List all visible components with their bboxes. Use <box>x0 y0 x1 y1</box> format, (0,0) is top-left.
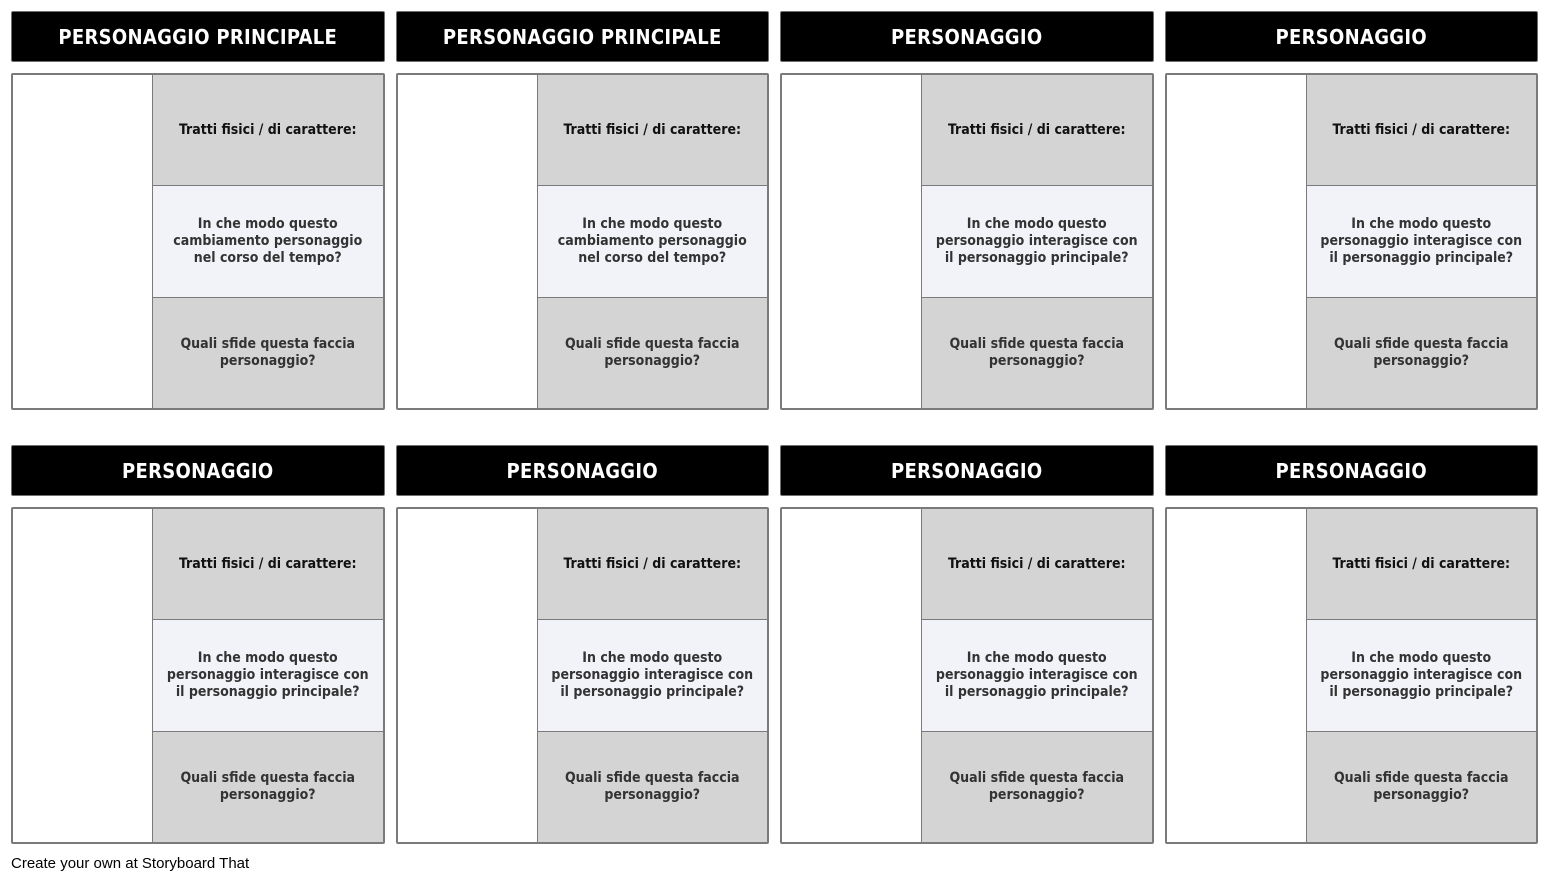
challenges-prompt[interactable]: Quali sfide questa faccia personaggio? <box>1307 731 1537 842</box>
card-body <box>396 507 770 844</box>
card-title: PERSONAGGIO <box>11 445 385 496</box>
interaction-prompt[interactable]: In che modo questo personaggio interagisce con il personaggio principale? <box>153 619 383 730</box>
character-card <box>780 11 1154 410</box>
challenges-prompt[interactable]: Quali sfide questa faccia personaggio? <box>153 297 383 408</box>
prompt-column <box>538 75 768 408</box>
prompt-column <box>1307 509 1537 842</box>
traits-prompt[interactable]: Tratti fisici / di carattere: <box>153 75 383 185</box>
card-title: PERSONAGGIO <box>780 445 1154 496</box>
character-image-cell[interactable] <box>13 75 153 408</box>
prompt-column <box>1307 75 1537 408</box>
traits-prompt[interactable]: Tratti fisici / di carattere: <box>1307 75 1537 185</box>
prompt-column <box>922 75 1152 408</box>
interaction-prompt[interactable]: In che modo questo personaggio interagisce con il personaggio principale? <box>1307 619 1537 730</box>
card-body <box>1165 73 1539 410</box>
card-body <box>396 73 770 410</box>
challenges-prompt[interactable]: Quali sfide questa faccia personaggio? <box>538 731 768 842</box>
character-card <box>396 11 770 410</box>
card-title: PERSONAGGIO PRINCIPALE <box>11 11 385 62</box>
row-1 <box>11 11 1538 410</box>
character-card <box>780 445 1154 844</box>
character-image-cell[interactable] <box>1167 75 1307 408</box>
challenges-prompt[interactable]: Quali sfide questa faccia personaggio? <box>922 297 1152 408</box>
row-2 <box>11 445 1538 844</box>
interaction-prompt[interactable]: In che modo questo personaggio interagisce con il personaggio principale? <box>922 185 1152 296</box>
traits-prompt[interactable]: Tratti fisici / di carattere: <box>538 75 768 185</box>
interaction-prompt[interactable]: In che modo questo personaggio interagisce con il personaggio principale? <box>538 619 768 730</box>
card-body <box>780 73 1154 410</box>
character-card <box>11 11 385 410</box>
change-prompt[interactable]: In che modo questo cambiamento personaggio nel corso del tempo? <box>153 185 383 296</box>
character-image-cell[interactable] <box>398 509 538 842</box>
prompt-column <box>153 509 383 842</box>
character-card <box>11 445 385 844</box>
traits-prompt[interactable]: Tratti fisici / di carattere: <box>1307 509 1537 619</box>
traits-prompt[interactable]: Tratti fisici / di carattere: <box>538 509 768 619</box>
change-prompt[interactable]: In che modo questo cambiamento personaggio nel corso del tempo? <box>538 185 768 296</box>
prompt-column <box>538 509 768 842</box>
character-card <box>1165 11 1539 410</box>
card-body <box>780 507 1154 844</box>
character-image-cell[interactable] <box>782 509 922 842</box>
challenges-prompt[interactable]: Quali sfide questa faccia personaggio? <box>922 731 1152 842</box>
traits-prompt[interactable]: Tratti fisici / di carattere: <box>922 509 1152 619</box>
character-map-grid <box>11 11 1538 844</box>
character-image-cell[interactable] <box>782 75 922 408</box>
challenges-prompt[interactable]: Quali sfide questa faccia personaggio? <box>1307 297 1537 408</box>
card-title: PERSONAGGIO <box>1165 11 1539 62</box>
prompt-column <box>922 509 1152 842</box>
character-card <box>396 445 770 844</box>
challenges-prompt[interactable]: Quali sfide questa faccia personaggio? <box>538 297 768 408</box>
card-title: PERSONAGGIO <box>396 445 770 496</box>
card-title: PERSONAGGIO <box>1165 445 1539 496</box>
character-image-cell[interactable] <box>398 75 538 408</box>
prompt-column <box>153 75 383 408</box>
character-card <box>1165 445 1539 844</box>
traits-prompt[interactable]: Tratti fisici / di carattere: <box>153 509 383 619</box>
interaction-prompt[interactable]: In che modo questo personaggio interagisce con il personaggio principale? <box>922 619 1152 730</box>
card-body <box>11 73 385 410</box>
challenges-prompt[interactable]: Quali sfide questa faccia personaggio? <box>153 731 383 842</box>
interaction-prompt[interactable]: In che modo questo personaggio interagisce con il personaggio principale? <box>1307 185 1537 296</box>
card-title: PERSONAGGIO PRINCIPALE <box>396 11 770 62</box>
card-title: PERSONAGGIO <box>780 11 1154 62</box>
character-image-cell[interactable] <box>1167 509 1307 842</box>
storyboard-that-credit[interactable]: Create your own at Storyboard That <box>11 855 250 872</box>
card-body <box>11 507 385 844</box>
traits-prompt[interactable]: Tratti fisici / di carattere: <box>922 75 1152 185</box>
character-image-cell[interactable] <box>13 509 153 842</box>
card-body <box>1165 507 1539 844</box>
